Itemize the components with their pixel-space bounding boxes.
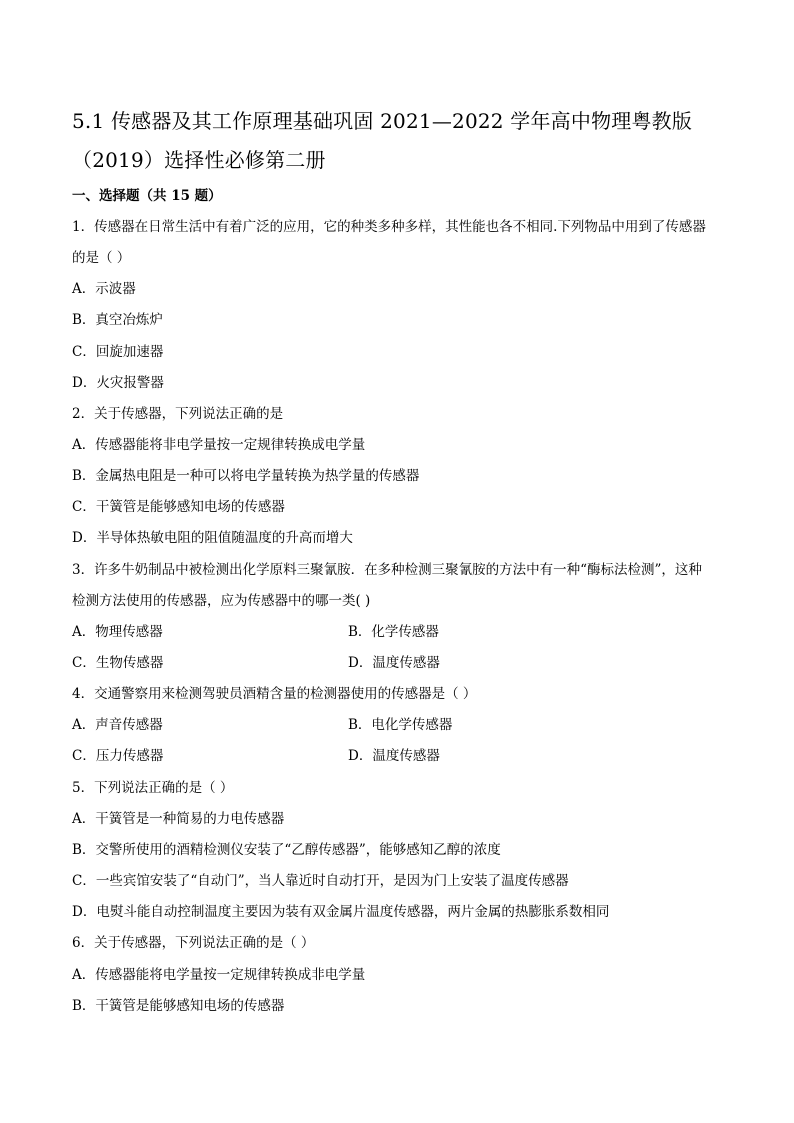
question-5-option-a: A．干簧管是一种简易的力电传感器 xyxy=(72,811,285,827)
question-1-option-b: B．真空冶炼炉 xyxy=(72,312,163,328)
question-3-stem: 3．许多牛奶制品中被检测出化学原料三聚氰胺．在多种检测三聚氰胺的方法中有一种“酶标法检测”，这种 xyxy=(72,562,702,578)
question-4-stem: 4．交通警察用来检测驾驶员酒精含量的检测器使用的传感器是（ ） xyxy=(72,686,477,702)
question-3-option-b: B．化学传感器 xyxy=(348,624,439,640)
question-2-option-a: A．传感器能将非电学量按一定规律转换成电学量 xyxy=(72,437,366,453)
question-2-stem: 2．关于传感器，下列说法正确的是 xyxy=(72,406,284,422)
question-1-stem-continued: 的是（ ） xyxy=(72,250,131,266)
question-5-option-d: D．电熨斗能自动控制温度主要因为装有双金属片温度传感器，两片金属的热膨胀系数相同 xyxy=(72,904,610,920)
question-1-option-c: C．回旋加速器 xyxy=(72,344,164,360)
question-2-option-b: B．金属热电阻是一种可以将电学量转换为热学量的传感器 xyxy=(72,468,420,484)
question-2-option-c: C．干簧管是能够感知电场的传感器 xyxy=(72,499,285,515)
question-1-stem: 1．传感器在日常生活中有着广泛的应用，它的种类多种多样，其性能也各不相同.下列物品中用到了传感器 xyxy=(72,219,706,235)
question-6-option-b: B．干簧管是能够感知电场的传感器 xyxy=(72,998,285,1014)
question-6-stem: 6．关于传感器，下列说法正确的是（ ） xyxy=(72,935,315,951)
question-3-stem-continued: 检测方法使用的传感器，应为传感器中的哪一类( ) xyxy=(72,593,371,609)
question-4-option-b: B．电化学传感器 xyxy=(348,717,453,733)
question-1-option-a: A．示波器 xyxy=(72,281,136,297)
section-heading: 一、选择题（共 15 题） xyxy=(72,188,222,204)
question-3-option-c: C．生物传感器 xyxy=(72,655,164,671)
question-4-option-c: C．压力传感器 xyxy=(72,748,164,764)
question-5-option-c: C．一些宾馆安装了“自动门”，当人靠近时自动打开，是因为门上安装了温度传感器 xyxy=(72,873,569,889)
document-title-line-2: （2019）选择性必修第二册 xyxy=(72,148,326,172)
question-3-option-a: A．物理传感器 xyxy=(72,624,163,640)
question-4-option-d: D．温度传感器 xyxy=(348,748,440,764)
question-1-option-d: D．火灾报警器 xyxy=(72,375,164,391)
question-4-option-a: A．声音传感器 xyxy=(72,717,163,733)
question-5-stem: 5．下列说法正确的是（ ） xyxy=(72,780,234,796)
question-5-option-b: B．交警所使用的酒精检测仪安装了“乙醇传感器”，能够感知乙醇的浓度 xyxy=(72,842,501,858)
question-3-option-d: D．温度传感器 xyxy=(348,655,440,671)
question-6-option-a: A．传感器能将电学量按一定规律转换成非电学量 xyxy=(72,967,366,983)
document-title-line-1: 5.1 传感器及其工作原理基础巩固 2021—2022 学年高中物理粤教版 xyxy=(72,109,693,133)
question-2-option-d: D．半导体热敏电阻的阻值随温度的升高而增大 xyxy=(72,530,353,546)
